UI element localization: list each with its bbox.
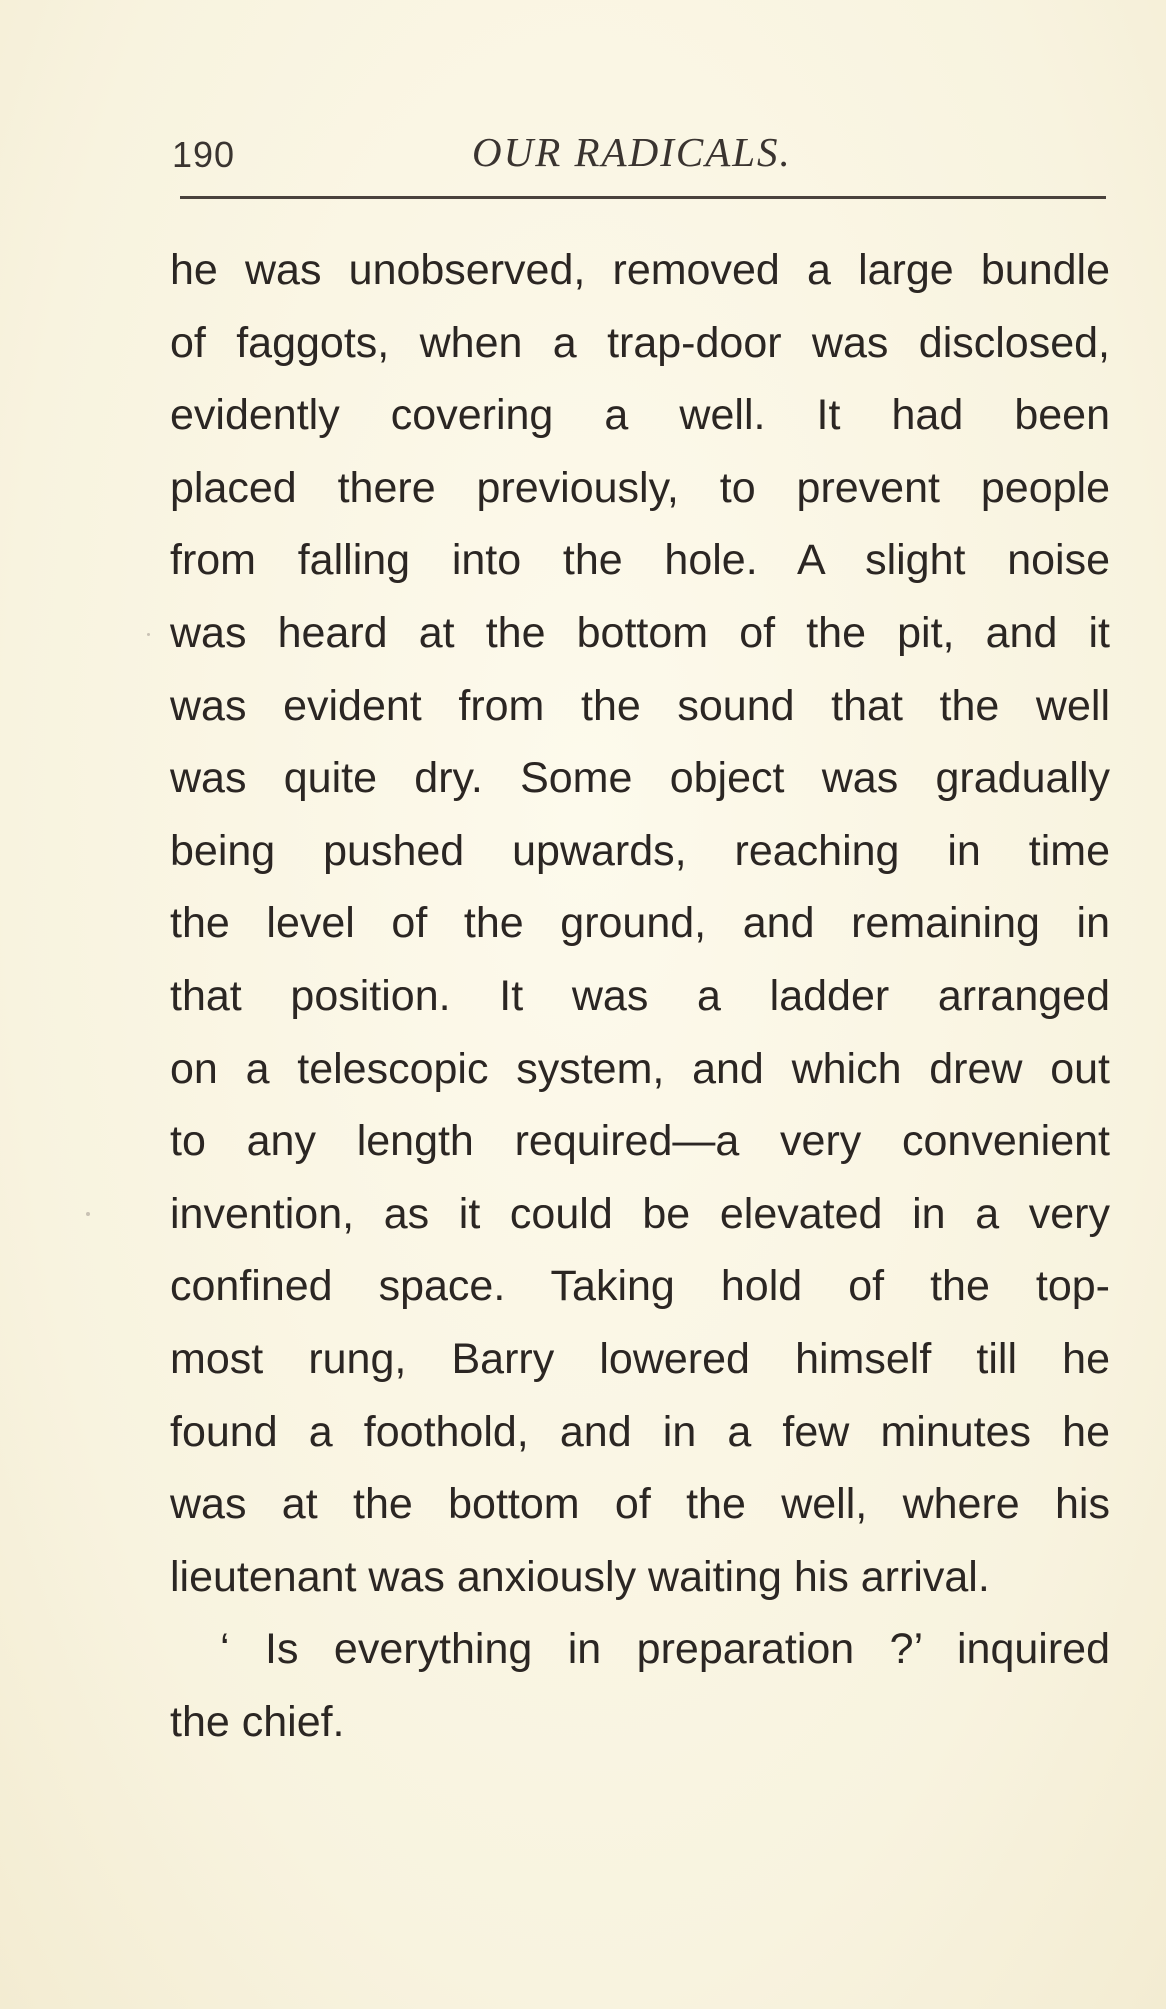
text-line: the level of the ground, and remaining in [170,899,1110,948]
text-line: the chief. [170,1697,345,1746]
text-line: of faggots, when a trap-door was disclosed, [170,318,1110,367]
page-number: 190 [172,134,236,175]
paper-speck [147,633,150,636]
text-line: lieutenant was anxiously waiting his arrival. [170,1552,990,1601]
text-line: was at the bottom of the well, where his [170,1480,1110,1529]
text-line: confined space. Taking hold of the top- [170,1262,1110,1311]
text-line: that position. It was a ladder arranged [170,971,1110,1020]
text-line: invention, as it could be elevated in a very [170,1189,1110,1238]
text-line: placed there previously, to prevent people [170,463,1110,512]
text-line: on a telescopic system, and which drew out [170,1044,1110,1093]
text-line: being pushed upwards, reaching in time [170,826,1110,875]
text-line: he was unobserved, removed a large bundle [170,246,1110,294]
text-line: from falling into the hole. A slight noise [170,536,1110,585]
text-line: ‘ Is everything in preparation ?’ inquired [220,1625,1110,1674]
paper-speck [86,1212,90,1216]
body-text [170,234,1110,1758]
text-line: to any length required—a very convenient [170,1117,1110,1166]
text-line: was heard at the bottom of the pit, and it [170,608,1110,657]
text-line: most rung, Barry lowered himself till he [170,1334,1110,1383]
header-rule [180,196,1106,199]
text-line: was quite dry. Some object was gradually [170,754,1110,803]
running-title: OUR RADICALS. [472,129,792,175]
text-line: evidently covering a well. It had been [170,391,1110,440]
running-head [172,128,1112,184]
text-line: found a foothold, and in a few minutes he [170,1407,1110,1456]
text-line: was evident from the sound that the well [170,681,1110,730]
